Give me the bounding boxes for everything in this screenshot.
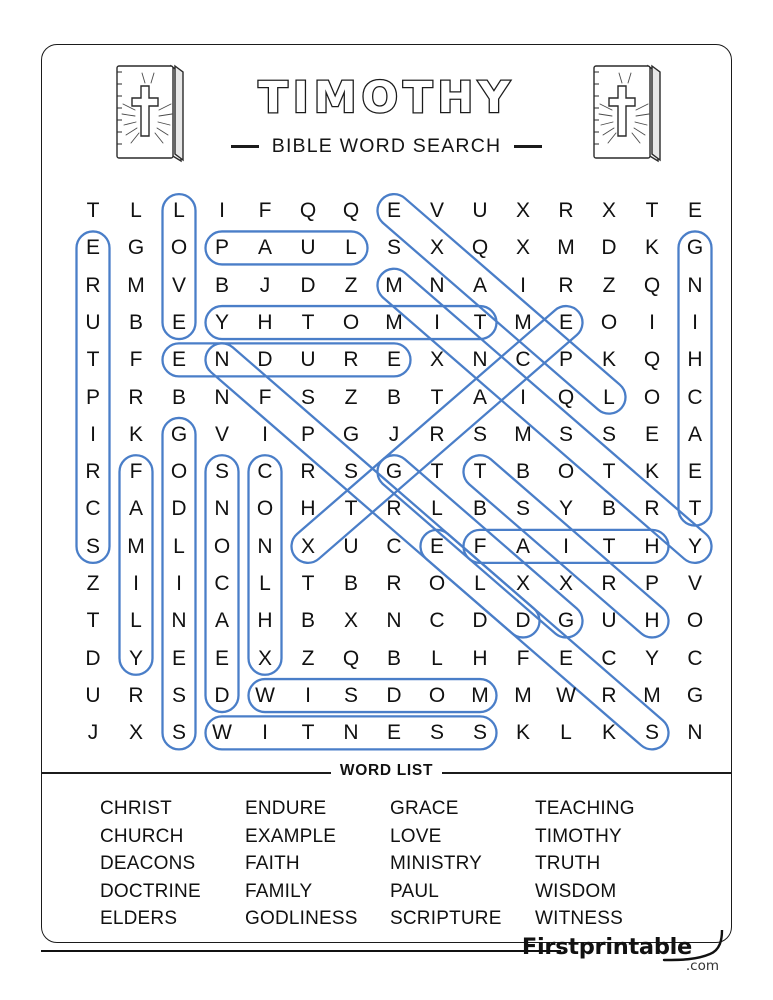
- grid-cell[interactable]: R: [85, 460, 101, 484]
- grid-cell[interactable]: O: [342, 310, 360, 334]
- grid-cell[interactable]: X: [257, 646, 272, 670]
- grid-cell[interactable]: R: [558, 273, 574, 297]
- grid-cell[interactable]: P: [85, 385, 100, 409]
- grid-cell[interactable]: B: [171, 385, 186, 409]
- subtitle-rule-right: [514, 145, 542, 147]
- grid-cell[interactable]: B: [472, 497, 487, 521]
- word-list-item: DOCTRINE: [100, 880, 201, 902]
- word-search-grid[interactable]: [41, 186, 732, 764]
- grid-cell[interactable]: L: [173, 534, 185, 558]
- grid-cell[interactable]: B: [300, 609, 315, 633]
- grid-cell[interactable]: W: [212, 721, 232, 745]
- word-list-item: CHRIST: [100, 798, 172, 819]
- grid-cell[interactable]: M: [385, 273, 403, 297]
- grid-cell[interactable]: S: [644, 721, 659, 745]
- grid-cell[interactable]: J: [388, 422, 400, 446]
- grid-cell[interactable]: E: [171, 646, 186, 670]
- grid-cell[interactable]: I: [563, 534, 569, 558]
- grid-cell[interactable]: C: [687, 385, 703, 409]
- grid-cell[interactable]: J: [87, 721, 99, 745]
- footer-rule: [41, 950, 561, 952]
- grid-cell[interactable]: Q: [342, 646, 360, 670]
- grid-cell[interactable]: E: [85, 236, 100, 260]
- grid-cell[interactable]: R: [128, 683, 144, 707]
- grid-cell[interactable]: N: [171, 609, 187, 633]
- word-list-item: SCRIPTURE: [390, 908, 502, 929]
- footer: [41, 930, 732, 986]
- grid-cell[interactable]: N: [429, 273, 445, 297]
- grid-cell[interactable]: R: [644, 497, 660, 521]
- grid-cell[interactable]: H: [644, 534, 660, 558]
- grid-cell[interactable]: S: [429, 721, 444, 745]
- grid-cell[interactable]: Y: [214, 310, 229, 334]
- grid-cell[interactable]: D: [85, 646, 101, 670]
- grid-cell[interactable]: R: [601, 683, 617, 707]
- grid-cell[interactable]: K: [515, 721, 530, 745]
- grid-cell[interactable]: L: [431, 646, 443, 670]
- grid-cell[interactable]: R: [386, 497, 402, 521]
- grid-cell[interactable]: C: [601, 646, 617, 670]
- grid-cell[interactable]: D: [472, 609, 488, 633]
- grid-cell[interactable]: W: [556, 683, 576, 707]
- grid-cell[interactable]: Q: [342, 199, 360, 222]
- grid-cell[interactable]: S: [343, 460, 358, 484]
- grid-cell[interactable]: S: [343, 683, 358, 707]
- grid-cell[interactable]: H: [472, 646, 488, 670]
- title-block: [231, 72, 543, 158]
- grid-cell[interactable]: Y: [558, 497, 573, 521]
- grid-cell[interactable]: T: [301, 721, 315, 745]
- grid-cell[interactable]: Q: [643, 273, 661, 297]
- grid-cell[interactable]: I: [649, 310, 655, 334]
- grid-cell[interactable]: L: [560, 721, 572, 745]
- grid-cell[interactable]: H: [257, 310, 273, 334]
- grid-cell[interactable]: Q: [643, 348, 661, 372]
- grid-cell[interactable]: O: [643, 385, 661, 409]
- grid-cell[interactable]: E: [171, 348, 186, 372]
- grid-cell[interactable]: L: [259, 572, 271, 595]
- grid-cell[interactable]: E: [644, 422, 659, 446]
- grid-cell[interactable]: D: [171, 497, 187, 521]
- grid-cell[interactable]: T: [473, 460, 487, 484]
- word-list-item: MINISTRY: [390, 853, 483, 874]
- grid-cell[interactable]: I: [520, 273, 526, 297]
- grid-cell[interactable]: T: [430, 460, 444, 484]
- word-list-item: TRUTH: [535, 853, 601, 874]
- grid-cell[interactable]: F: [129, 460, 143, 484]
- subtitle-rule-left: [231, 145, 259, 147]
- grid-cell[interactable]: V: [214, 422, 229, 446]
- grid-cell[interactable]: I: [692, 310, 698, 334]
- grid-cell[interactable]: O: [170, 460, 188, 484]
- grid-cell[interactable]: G: [385, 460, 403, 484]
- grid-cell[interactable]: I: [262, 422, 268, 446]
- grid-cell[interactable]: E: [214, 646, 229, 670]
- grid-cell[interactable]: R: [558, 199, 574, 222]
- grid-cell[interactable]: A: [515, 534, 530, 558]
- page-title: TIMOTHY: [258, 72, 515, 123]
- grid-cell[interactable]: G: [686, 683, 704, 707]
- grid-cell[interactable]: Z: [344, 273, 358, 297]
- grid-cell[interactable]: I: [219, 199, 225, 222]
- grid-cell[interactable]: T: [86, 609, 100, 633]
- grid-cell[interactable]: V: [687, 572, 702, 595]
- grid-cell[interactable]: T: [473, 310, 487, 334]
- grid-cell[interactable]: E: [429, 534, 444, 558]
- grid-cell[interactable]: O: [170, 236, 188, 260]
- grid-cell[interactable]: K: [644, 236, 659, 260]
- grid-cell[interactable]: N: [343, 721, 359, 745]
- grid-cell[interactable]: G: [342, 422, 360, 446]
- word-list-item: GRACE: [390, 798, 459, 819]
- grid-cell[interactable]: X: [429, 236, 444, 260]
- word-list-item: WISDOM: [535, 880, 617, 902]
- grid-cell[interactable]: I: [305, 683, 311, 707]
- word-list-item: LOVE: [390, 825, 442, 847]
- grid-cell[interactable]: S: [85, 534, 100, 558]
- grid-cell[interactable]: N: [214, 497, 230, 521]
- grid-cell[interactable]: R: [300, 460, 316, 484]
- grid-cell[interactable]: Z: [344, 385, 358, 409]
- grid-cell[interactable]: M: [127, 273, 145, 297]
- grid-cell[interactable]: V: [171, 273, 186, 297]
- grid-cell[interactable]: T: [86, 348, 100, 372]
- grid-cell[interactable]: D: [515, 609, 531, 633]
- grid-cell[interactable]: O: [686, 609, 704, 633]
- word-list-item: FAMILY: [245, 880, 313, 902]
- grid-cell[interactable]: Z: [86, 572, 100, 595]
- word-list-item: PAUL: [390, 880, 440, 902]
- grid-cell[interactable]: Y: [687, 534, 702, 558]
- grid-cell[interactable]: A: [257, 236, 272, 260]
- grid-cell[interactable]: R: [429, 422, 445, 446]
- grid-cell[interactable]: X: [128, 721, 143, 745]
- grid-cell[interactable]: H: [300, 497, 316, 521]
- grid-cell[interactable]: H: [257, 609, 273, 633]
- word-list-item: GODLINESS: [245, 908, 358, 929]
- grid-cell[interactable]: L: [431, 497, 443, 521]
- grid-cell[interactable]: S: [214, 460, 229, 484]
- word-list-title-wrap: [0, 762, 773, 780]
- grid-cell[interactable]: T: [301, 310, 315, 334]
- word-list-item: CHURCH: [100, 825, 184, 847]
- grid-cell[interactable]: N: [257, 534, 273, 558]
- grid-cell[interactable]: C: [85, 497, 101, 521]
- grid-cell[interactable]: K: [601, 721, 616, 745]
- grid-cell[interactable]: I: [176, 572, 182, 595]
- grid-cell[interactable]: P: [300, 422, 315, 446]
- grid-cell[interactable]: E: [386, 348, 401, 372]
- word-list-item: EXAMPLE: [245, 825, 337, 847]
- grid-cell[interactable]: T: [602, 460, 616, 484]
- grid-cell[interactable]: N: [472, 348, 488, 372]
- grid-cell[interactable]: S: [472, 721, 487, 745]
- grid-cell[interactable]: N: [687, 273, 703, 297]
- grid-cell[interactable]: H: [644, 609, 660, 633]
- grid-cell[interactable]: N: [214, 348, 230, 372]
- grid-cell[interactable]: F: [129, 348, 143, 372]
- grid-cell[interactable]: C: [515, 348, 531, 372]
- grid-cell[interactable]: O: [600, 310, 618, 334]
- word-list-item: TIMOTHY: [535, 825, 622, 847]
- grid-cell[interactable]: L: [130, 609, 142, 633]
- grid-cell[interactable]: X: [343, 609, 358, 633]
- grid-cell[interactable]: E: [558, 646, 573, 670]
- grid-cell[interactable]: X: [300, 534, 315, 558]
- grid-cell[interactable]: U: [300, 348, 316, 372]
- grid-cell[interactable]: M: [557, 236, 575, 260]
- grid-cell[interactable]: K: [644, 460, 659, 484]
- grid-cell[interactable]: A: [214, 609, 229, 633]
- grid-cell[interactable]: M: [514, 422, 532, 446]
- grid-cell[interactable]: U: [300, 236, 316, 260]
- grid-cell[interactable]: B: [128, 310, 143, 334]
- grid-cell[interactable]: N: [687, 721, 703, 745]
- grid-cell[interactable]: G: [127, 236, 145, 260]
- grid-cell[interactable]: F: [258, 199, 272, 222]
- grid-cell[interactable]: M: [385, 310, 403, 334]
- word-list-title: WORD LIST: [331, 762, 442, 780]
- grid-cell[interactable]: O: [256, 497, 274, 521]
- grid-cell[interactable]: U: [85, 683, 101, 707]
- grid-cell[interactable]: S: [558, 422, 573, 446]
- grid-cell[interactable]: E: [386, 199, 401, 222]
- grid-cell[interactable]: B: [214, 273, 229, 297]
- word-list-item: WITNESS: [535, 908, 623, 929]
- bible-book-cross-icon: [586, 62, 664, 166]
- grid-cell[interactable]: A: [128, 497, 143, 521]
- grid-cell[interactable]: G: [557, 609, 575, 633]
- grid-cell[interactable]: C: [687, 646, 703, 670]
- grid-cell[interactable]: C: [214, 572, 230, 595]
- grid-cell[interactable]: Q: [471, 236, 489, 260]
- grid-cell[interactable]: I: [520, 385, 526, 409]
- worksheet-header: [41, 44, 732, 184]
- grid-cell[interactable]: Z: [602, 273, 616, 297]
- grid-cell[interactable]: K: [601, 348, 616, 372]
- grid-cell[interactable]: X: [515, 199, 530, 222]
- grid-cell[interactable]: O: [428, 683, 446, 707]
- grid-cell[interactable]: Q: [299, 199, 317, 222]
- grid-cell[interactable]: P: [214, 236, 229, 260]
- grid-cell[interactable]: B: [386, 646, 401, 670]
- grid-cell[interactable]: B: [343, 572, 358, 595]
- grid-cell[interactable]: E: [687, 460, 702, 484]
- grid-cell[interactable]: D: [386, 683, 402, 707]
- grid-cell[interactable]: N: [214, 385, 230, 409]
- grid-cell[interactable]: X: [601, 199, 616, 222]
- grid-cell[interactable]: U: [472, 199, 488, 222]
- grid-cell[interactable]: L: [474, 572, 486, 595]
- grid-cell[interactable]: B: [515, 460, 530, 484]
- grid-cell[interactable]: H: [687, 348, 703, 372]
- grid-cell[interactable]: S: [515, 497, 530, 521]
- grid-cell[interactable]: L: [173, 199, 185, 222]
- grid-cell[interactable]: X: [558, 572, 573, 595]
- grid-cell[interactable]: F: [516, 646, 530, 670]
- word-list: [100, 795, 680, 933]
- grid-cell[interactable]: R: [128, 385, 144, 409]
- grid-cell[interactable]: M: [514, 683, 532, 707]
- subtitle-row: [231, 135, 543, 158]
- grid-cell[interactable]: C: [386, 534, 402, 558]
- grid-cell[interactable]: E: [386, 721, 401, 745]
- grid-cell[interactable]: T: [602, 534, 616, 558]
- grid-cell[interactable]: M: [514, 310, 532, 334]
- grid-cell[interactable]: Z: [301, 646, 315, 670]
- grid-cell[interactable]: I: [434, 310, 440, 334]
- grid-cell[interactable]: E: [687, 199, 702, 222]
- grid-cell[interactable]: U: [85, 310, 101, 334]
- grid-cell[interactable]: T: [344, 497, 358, 521]
- grid-cell[interactable]: I: [262, 721, 268, 745]
- word-list-item: TEACHING: [535, 798, 635, 819]
- grid-cell[interactable]: M: [643, 683, 661, 707]
- grid-cell[interactable]: O: [428, 572, 446, 595]
- grid-cell[interactable]: R: [386, 572, 402, 595]
- grid-cell[interactable]: R: [85, 273, 101, 297]
- page-subtitle: BIBLE WORD SEARCH: [271, 135, 502, 158]
- grid-cell[interactable]: N: [386, 609, 402, 633]
- grid-cell[interactable]: D: [300, 273, 316, 297]
- word-list-item: ENDURE: [245, 798, 327, 819]
- brand-name: Firstprintable: [521, 934, 692, 960]
- grid-cell[interactable]: E: [558, 310, 573, 334]
- grid-cell[interactable]: M: [471, 683, 489, 707]
- word-list-item: FAITH: [245, 853, 300, 874]
- grid-cell[interactable]: G: [686, 236, 704, 260]
- grid-cell[interactable]: G: [170, 422, 188, 446]
- grid-cell[interactable]: D: [214, 683, 230, 707]
- grid-cell[interactable]: S: [601, 422, 616, 446]
- grid-cell[interactable]: M: [127, 534, 145, 558]
- grid-cell[interactable]: S: [472, 422, 487, 446]
- grid-cell[interactable]: S: [386, 236, 401, 260]
- grid-cell[interactable]: O: [213, 534, 231, 558]
- grid-cell[interactable]: F: [473, 534, 487, 558]
- grid-cell[interactable]: U: [343, 534, 359, 558]
- grid-cell[interactable]: T: [86, 199, 100, 222]
- grid-cell[interactable]: K: [128, 422, 143, 446]
- grid-cell[interactable]: W: [255, 683, 275, 707]
- grid-cell[interactable]: D: [601, 236, 617, 260]
- grid-cell[interactable]: P: [558, 348, 573, 372]
- grid-cell[interactable]: I: [90, 422, 96, 446]
- word-list-item: DEACONS: [100, 853, 196, 874]
- grid-cell[interactable]: X: [515, 236, 530, 260]
- grid-cell[interactable]: E: [171, 310, 186, 334]
- bible-book-cross-icon: [109, 62, 187, 166]
- grid-cell[interactable]: J: [259, 273, 271, 297]
- grid-cell[interactable]: I: [133, 572, 139, 595]
- grid-cell[interactable]: L: [603, 385, 615, 409]
- grid-cell[interactable]: R: [343, 348, 359, 372]
- grid-cell[interactable]: B: [386, 385, 401, 409]
- grid-cell[interactable]: A: [687, 422, 702, 446]
- grid-cell[interactable]: P: [644, 572, 659, 595]
- grid-cell[interactable]: V: [429, 199, 444, 222]
- grid-cell[interactable]: X: [429, 348, 444, 372]
- grid-cell[interactable]: Q: [557, 385, 575, 409]
- grid-cell[interactable]: S: [300, 385, 315, 409]
- grid-cell[interactable]: T: [301, 572, 315, 595]
- grid-cell[interactable]: C: [429, 609, 445, 633]
- grid-cell[interactable]: S: [171, 683, 186, 707]
- grid-cell[interactable]: T: [645, 199, 659, 222]
- grid-cell[interactable]: O: [557, 460, 575, 484]
- grid-cell[interactable]: B: [601, 497, 616, 521]
- grid-cell[interactable]: T: [430, 385, 444, 409]
- grid-cell[interactable]: A: [472, 385, 487, 409]
- grid-cell[interactable]: A: [472, 273, 487, 297]
- grid-cell[interactable]: L: [130, 199, 142, 222]
- grid-cell[interactable]: D: [257, 348, 273, 372]
- grid-cell[interactable]: S: [171, 721, 186, 745]
- grid-cell[interactable]: Y: [128, 646, 143, 670]
- grid-cell[interactable]: C: [257, 460, 273, 484]
- grid-cell[interactable]: Y: [644, 646, 659, 670]
- grid-cell[interactable]: F: [258, 385, 272, 409]
- grid-cell[interactable]: X: [515, 572, 530, 595]
- word-list-item: ELDERS: [100, 908, 178, 929]
- grid-cell[interactable]: R: [601, 572, 617, 595]
- grid-cell[interactable]: L: [345, 236, 357, 260]
- grid-cell[interactable]: U: [601, 609, 617, 633]
- grid-cell[interactable]: T: [688, 497, 702, 521]
- brand-tld: .com: [685, 958, 719, 974]
